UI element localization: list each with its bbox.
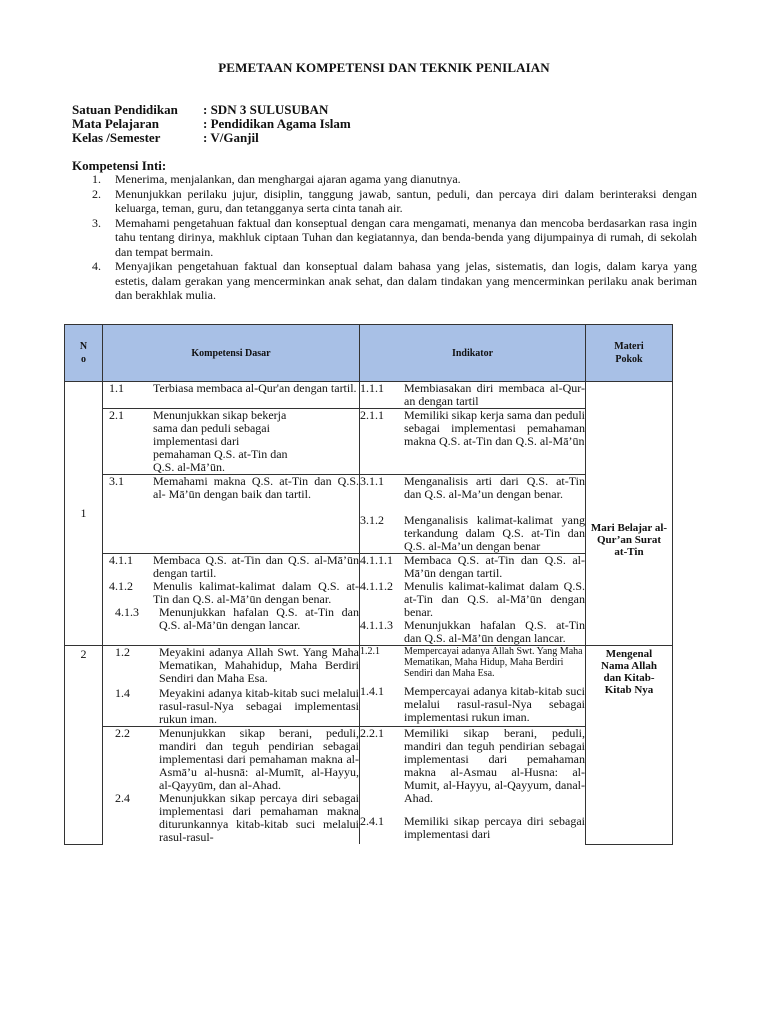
indikator-entry xyxy=(360,685,585,724)
materi-pokok-text: Mari Belajar al-Qur’an Surat at-Tin xyxy=(590,522,668,558)
indikator-text: Menulis kalimat-kalimat dalam Q.S. at-Tin dan Q.S. al-Mā’ūn dengan benar. xyxy=(404,579,585,619)
kd-text: Meyakini adanya Allah Swt. Yang Maha Mematikan, Mahahidup, Maha Berdiri Sendiri dan Maha Esa. xyxy=(159,645,359,685)
competency-table xyxy=(64,324,673,845)
header-materi-pokok: Materi Pokok xyxy=(586,325,673,382)
header-no: N o xyxy=(65,325,103,382)
kd-number: 3.1 xyxy=(109,474,124,488)
row-number: 2 xyxy=(65,646,103,845)
kd-number: 4.1.3 xyxy=(115,605,139,619)
indikator-text: Menganalisis kalimat-kalimat yang terkandung dalam Q.S. at-Tin dan Q.S. al-Ma’un dengan benar xyxy=(404,513,585,553)
indikator-number: 2.4.1 xyxy=(360,814,384,828)
indikator-cell xyxy=(360,475,586,554)
meta-key: Kelas /Semester xyxy=(72,130,161,145)
indikator-number: 3.1.2 xyxy=(360,513,384,527)
indikator-cell xyxy=(360,727,586,845)
indikator-entry xyxy=(360,514,585,553)
kd-cell xyxy=(103,475,360,554)
ki-item xyxy=(92,259,697,303)
header-indikator: Indikator xyxy=(360,325,586,382)
indikator-text: Menganalisis arti dari Q.S. at-Tin dan Q.S. al-Ma’un dengan benar. xyxy=(404,474,585,501)
indikator-text: Membiasakan diri membaca al-Qur-an dengan tartil xyxy=(404,381,585,408)
table-row xyxy=(65,409,673,475)
kd-text: Meyakini adanya kitab-kitab suci melalui rasul-rasul-Nya sebagai implementasi rukun iman. xyxy=(159,686,359,726)
kd-number: 4.1.2 xyxy=(109,579,133,593)
ki-text: Menyajikan pengetahuan faktual dan konseptual dalam bahasa yang jelas, sistematis, dan logis, dalam karya yang estetis, dalam gerakan yang mencerminkan anak sehat, dan dalam tindakan yang mencerminkan perilaku anak beriman dan berakhlak mulia. xyxy=(115,259,697,302)
table-row xyxy=(65,475,673,554)
indikator-text: Memiliki sikap berani, peduli, mandiri dan teguh pendirian sebagai implementasi dari pemahaman makna al-Asmau al-Husna: al-Mumit, al-Hayyu, al-Qayyum, danal-Ahad. xyxy=(404,726,585,805)
indikator-number: 3.1.1 xyxy=(360,474,384,488)
indikator-text: Memiliki sikap percaya diri sebagai implementasi dari xyxy=(404,814,585,841)
kd-number: 4.1.1 xyxy=(109,553,133,567)
kd-text: Membaca Q.S. at-Tin dan Q.S. al-Mā’ūn dengan tartil. xyxy=(153,553,359,580)
table-header-row xyxy=(65,325,673,382)
kd-number: 1.4 xyxy=(115,686,130,700)
kd-cell xyxy=(103,382,360,409)
ki-item xyxy=(92,172,697,187)
indikator-text: Memiliki sikap kerja sama dan peduli sebagai implementasi pemahaman makna Q.S. at-Tin dan Q.S. al-Mā’ūn xyxy=(404,408,585,448)
kd-cell xyxy=(103,646,360,727)
indikator-entry xyxy=(360,646,585,679)
materi-pokok-text: Mengenal Nama Allah dan Kitab-Kitab Nya xyxy=(601,648,657,696)
indikator-entry xyxy=(360,409,585,448)
materi-pokok-cell xyxy=(586,646,673,845)
indikator-entry xyxy=(360,382,585,408)
indikator-number: 2.2.1 xyxy=(360,726,384,740)
indikator-cell xyxy=(360,409,586,475)
page-title: PEMETAAN KOMPETENSI DAN TEKNIK PENILAIAN xyxy=(218,60,550,75)
kd-number: 2.1 xyxy=(109,408,124,422)
kd-text: Menunjukkan hafalan Q.S. at-Tin dan Q.S. al-Mā’ūn dengan lancar. xyxy=(159,605,359,632)
table-row xyxy=(65,646,673,727)
kompetensi-inti-list xyxy=(92,172,697,303)
ki-text: Memahami pengetahuan faktual dan konseptual dengan cara mengamati, menanya dan mencoba berdasarkan rasa ingin tahu tentang dirinya, makhluk ciptaan Tuhan dan kegiatannya, dan benda-benda yang dijumpainya di rumah, di sekolah dan tempat bermain. xyxy=(115,215,697,259)
indikator-number: 4.1.1.2 xyxy=(360,579,393,593)
indikator-number: 2.1.1 xyxy=(360,408,384,422)
kd-entry xyxy=(103,606,359,632)
meta-key: Satuan Pendidikan xyxy=(72,102,178,117)
table-row xyxy=(65,382,673,409)
ki-text: Menerima, menjalankan, dan menghargai ajaran agama yang dianutnya. xyxy=(115,172,461,186)
meta-row-subject xyxy=(72,117,351,131)
materi-pokok-cell xyxy=(586,382,673,646)
kd-cell xyxy=(103,554,360,646)
indikator-text: Menunjukkan hafalan Q.S. at-Tin dan Q.S. al-Mā’ūn dengan lancar. xyxy=(404,618,585,645)
kd-entry xyxy=(103,580,359,606)
ki-number: 3. xyxy=(92,215,101,230)
indikator-entry xyxy=(360,554,585,580)
indikator-number: 4.1.1.3 xyxy=(360,618,393,632)
kompetensi-inti-heading: Kompetensi Inti: xyxy=(72,158,167,173)
kd-number: 2.4 xyxy=(115,791,130,805)
kd-entry xyxy=(103,646,359,685)
table-row xyxy=(65,727,673,845)
meta-value: : V/Ganjil xyxy=(203,130,259,145)
kd-text: Terbiasa membaca al-Qur'an dengan tartil. xyxy=(153,381,357,395)
identity-block xyxy=(72,103,351,145)
kd-entry xyxy=(103,475,359,501)
indikator-cell xyxy=(360,646,586,727)
kd-number: 1.2 xyxy=(115,645,130,659)
kd-text: Menunjukkan sikap bekerja sama dan peduli sebagai implementasi dari pemahaman Q.S. at-Tin dan Q.S. al-Mā’ūn. xyxy=(153,408,288,474)
indikator-entry xyxy=(360,580,585,619)
indikator-cell xyxy=(360,554,586,646)
meta-row-school xyxy=(72,103,351,117)
ki-number: 1. xyxy=(92,172,101,186)
kd-entry xyxy=(103,409,359,474)
kd-text: Menulis kalimat-kalimat dalam Q.S. at-Tin dan Q.S. al-Mā’ūn dengan benar. xyxy=(153,579,359,606)
kd-entry xyxy=(103,792,359,844)
kd-cell xyxy=(103,727,360,845)
kd-number: 1.1 xyxy=(109,381,124,395)
kd-text: Menunjukkan sikap percaya diri sebagai implementasi dari pemahaman makna diturunkannya kitab-kitab suci melalui rasul-rasul- xyxy=(159,791,359,844)
indikator-entry xyxy=(360,815,585,841)
kd-entry xyxy=(103,554,359,580)
indikator-entry xyxy=(360,619,585,645)
ki-item xyxy=(92,216,697,260)
kd-entry xyxy=(103,687,359,726)
meta-key: Mata Pelajaran xyxy=(72,116,160,131)
indikator-cell xyxy=(360,382,586,409)
header-kompetensi-dasar: Kompetensi Dasar xyxy=(103,325,360,382)
kd-entry xyxy=(103,382,359,395)
row-number: 1 xyxy=(65,382,103,646)
indikator-entry xyxy=(360,727,585,805)
indikator-text: Mempercayai adanya Allah Swt. Yang Maha Mematikan, Maha Hidup, Maha Berdiri Sendiri dan Maha Esa. xyxy=(404,646,583,679)
kd-cell xyxy=(103,409,360,475)
indikator-number: 1.1.1 xyxy=(360,381,384,395)
kd-number: 2.2 xyxy=(115,726,130,740)
indikator-number: 4.1.1.1 xyxy=(360,553,393,567)
indikator-text: Mempercayai adanya kitab-kitab suci melalui rasul-rasul-Nya sebagai implementasi rukun iman. xyxy=(404,684,585,724)
kd-text: Menunjukkan sikap berani, peduli, mandiri dan teguh pendirian sebagai implementasi dari pemahaman makna al-Asmā’u al-husnā: al-Mumīt, al-Hayyu, al-Qayyūm, dan al-Ahad. xyxy=(159,726,359,792)
kd-entry xyxy=(103,727,359,792)
indikator-entry xyxy=(360,475,585,501)
meta-value: : Pendidikan Agama Islam xyxy=(203,116,351,131)
indikator-text: Membaca Q.S. at-Tin dan Q.S. al-Mā’ūn dengan tartil. xyxy=(404,553,585,580)
indikator-number: 1.4.1 xyxy=(360,684,384,698)
meta-value: : SDN 3 SULUSUBAN xyxy=(203,102,329,117)
ki-number: 4. xyxy=(92,259,101,273)
kd-text: Memahami makna Q.S. at-Tin dan Q.S. al- Mā’ūn dengan baik dan tartil. xyxy=(153,474,359,501)
meta-row-class xyxy=(72,131,351,145)
ki-number: 2. xyxy=(92,186,101,201)
ki-text: Menunjukkan perilaku jujur, disiplin, tanggung jawab, santun, peduli, dan percaya diri dalam berinteraksi dengan keluarga, teman, guru, dan tetangganya serta cinta tanah air. xyxy=(115,186,697,215)
table-row xyxy=(65,554,673,646)
ki-item xyxy=(92,187,697,216)
indikator-number: 1.2.1 xyxy=(360,646,380,657)
